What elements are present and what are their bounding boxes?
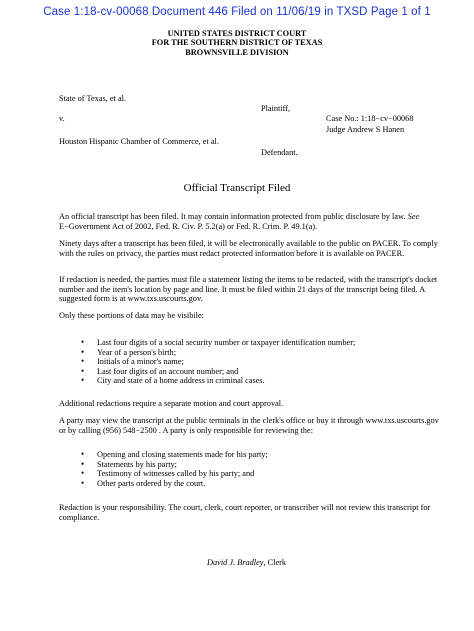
- paragraph-redaction-process: If redaction is needed, the parties must file a statement listing the items to be redacted, with the transcript's docket number and the item's location by page and line. It must be filed within 21 days of the transcript being filed. A suggested form is at www.txs.uscourts.gov.: [59, 275, 438, 304]
- judge-name: Judge Andrew S Hanen: [326, 125, 405, 134]
- visible-data-list: [81, 338, 355, 386]
- paragraph-ninety-days: Ninety days after a transcript has been filed, it will be electronically available to the public on PACER. To comply with the rules on privacy, the parties must redact protected information before it is available on PACER.: [59, 239, 438, 258]
- list-item: • Testimony of witnesses called by his party; and: [81, 469, 268, 479]
- list-item: • Year of a person's birth;: [81, 348, 355, 358]
- paragraph-filed-citation: E−Government Act of 2002, Fed. R. Civ. P. 5.2(a) or Fed. R. Crim. P. 49.1(a).: [59, 221, 318, 231]
- list-item: • Last four digits of an account number; and: [81, 367, 355, 377]
- defendant-role: Defendant.: [261, 148, 298, 157]
- paragraph-filed-text: An official transcript has been filed. It may contain information protected from public disclosure by law.: [59, 212, 406, 221]
- paragraph-visible-data: Only these portions of data may be visibile:: [59, 311, 204, 320]
- court-heading-line1: UNITED STATES DISTRICT COURT: [167, 29, 307, 38]
- case-number: Case No.: 1:18−cv−00068: [326, 114, 414, 123]
- clerk-title: , Clerk: [263, 558, 287, 567]
- see-citation: See: [407, 212, 420, 221]
- clerk-signature: [207, 558, 286, 567]
- paragraph-filed: [59, 212, 443, 231]
- list-item: • Initials of a minor's name;: [81, 357, 355, 367]
- paragraph-responsibility: Redaction is your responsibility. The court, clerk, court reporter, or transcriber will not review this transcript for compliance.: [59, 503, 431, 522]
- court-heading-line2: FOR THE SOUTHERN DISTRICT OF TEXAS: [151, 38, 323, 48]
- versus: v.: [59, 114, 65, 123]
- court-heading-line3: BROWNSVILLE DIVISION: [185, 47, 289, 57]
- list-item: • Statements by his party;: [81, 460, 268, 470]
- plaintiff-role: Plaintiff,: [261, 104, 291, 113]
- filing-stamp: Case 1:18-cv-00068 Document 446 Filed on 11/06/19 in TXSD Page 1 of 1: [43, 6, 431, 18]
- review-list: [81, 450, 268, 488]
- clerk-name: David J. Bradley: [207, 558, 264, 567]
- paragraph-additional-redactions: Additional redactions require a separate motion and court approval.: [59, 399, 284, 408]
- list-item: • Other parts ordered by the court.: [81, 479, 268, 489]
- paragraph-view-transcript: A party may view the transcript at the public terminals in the clerk's office or buy it through www.txs.uscourts.gov or by calling (956) 548−2500 . A party is only responsible for reviewing the:: [59, 416, 439, 435]
- plaintiff-name: State of Texas, et al.: [59, 94, 127, 103]
- court-heading: [0, 29, 474, 57]
- list-item: • Opening and closing statements made for his party;: [81, 450, 268, 460]
- list-item: • Last four digits of a social security number or taxpayer identification number;: [81, 338, 355, 348]
- document-title: Official Transcript Filed: [183, 182, 291, 194]
- defendant-name: Houston Hispanic Chamber of Commerce, et al.: [59, 137, 219, 146]
- list-item: • City and state of a home address in criminal cases.: [81, 376, 355, 386]
